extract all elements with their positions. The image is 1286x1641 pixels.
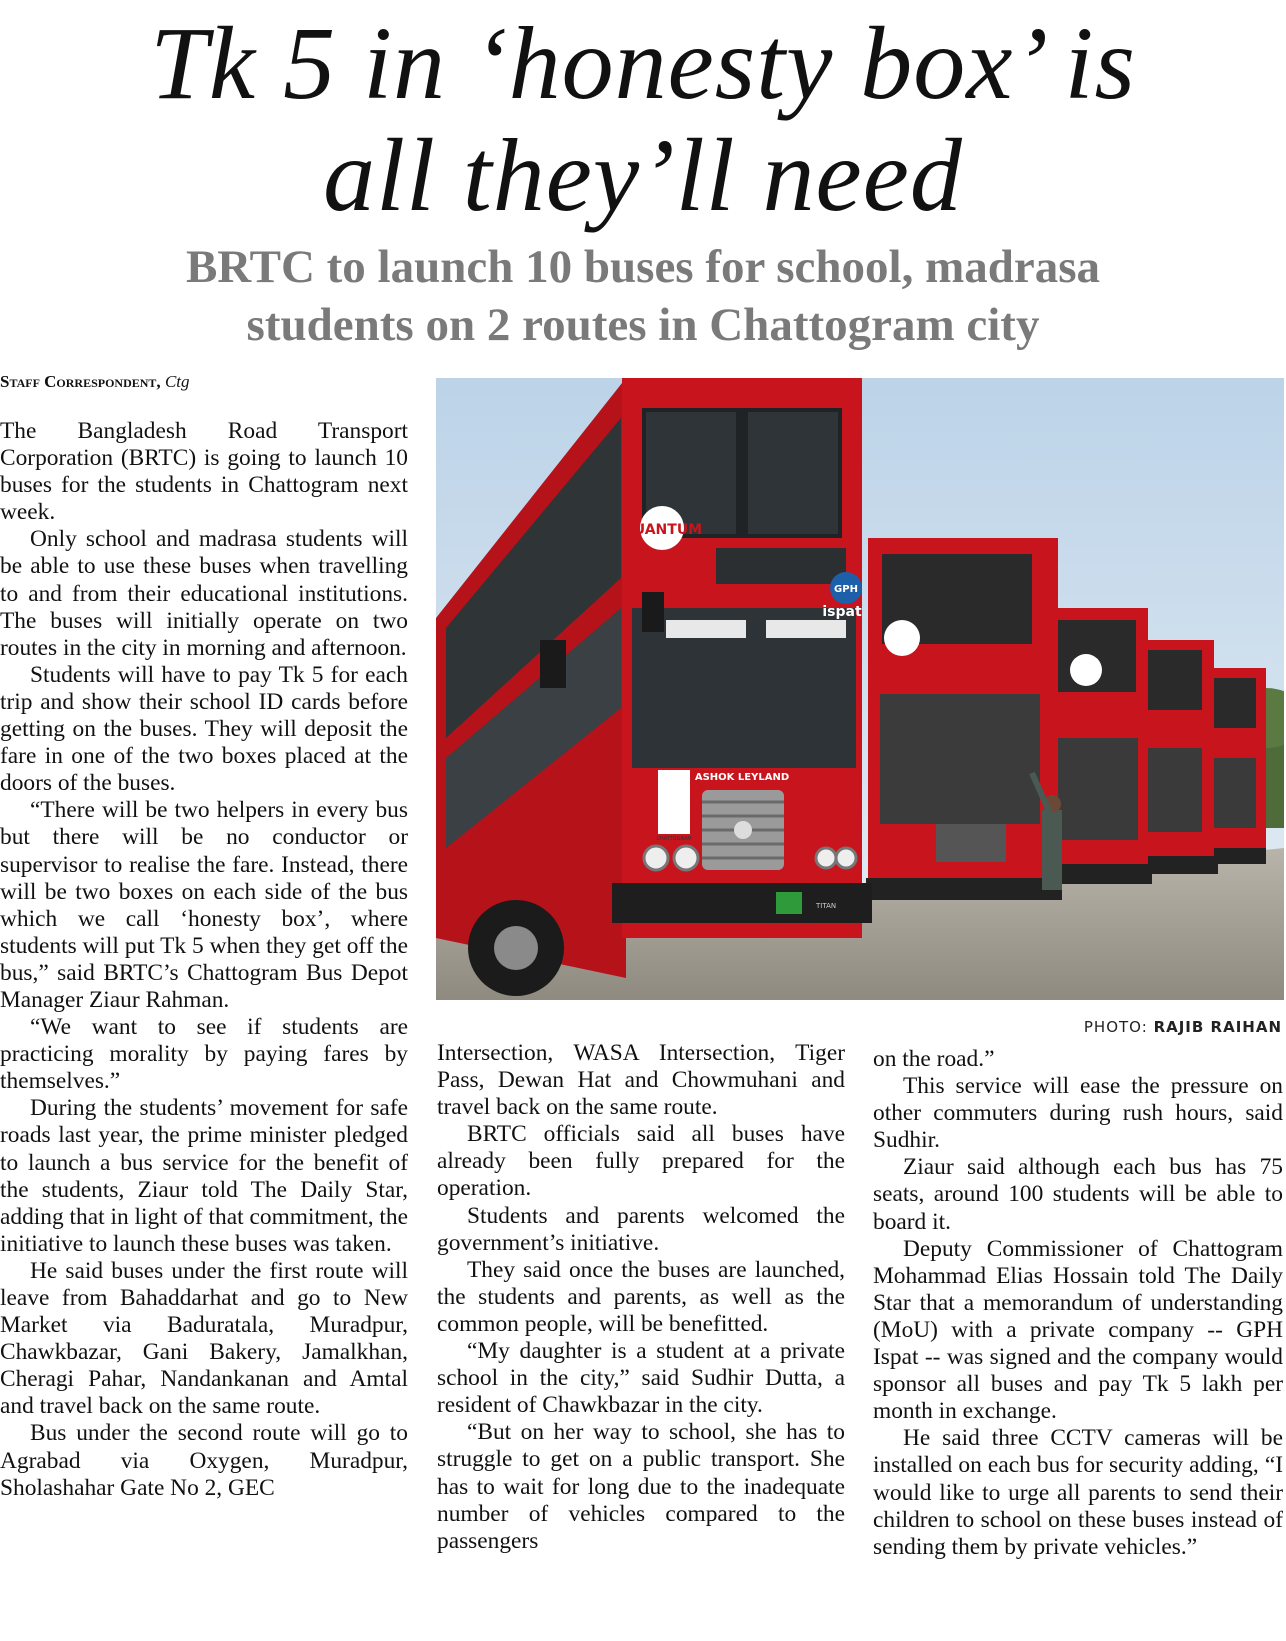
paragraph: During the students’ movement for safe roads last year, the prime minister pledged to launch a bus service for the benefit of the students, Ziaur told The Daily Star, adding that in light of that commitment, the initiative to launch these buses was taken. bbox=[0, 1095, 408, 1257]
paragraph: He said three CCTV cameras will be installed on each bus for security adding, “I would like to urge all parents to send their children to school on these buses instead of sending them by private vehicles.” bbox=[873, 1425, 1283, 1560]
paragraph: This service will ease the pressure on other commuters during rush hours, said Sudhir. bbox=[873, 1073, 1283, 1154]
sign-chattogram: CHATTOGRAM bbox=[656, 836, 692, 842]
paragraph: The Bangladesh Road Transport Corporation (BRTC) is going to launch 10 buses for the students in Chattogram next week. bbox=[0, 418, 408, 526]
paragraph: Only school and madrasa students will be able to use these buses when travelling to and from their educational institutions. The buses will initially operate on two routes in the city in morning and afternoon. bbox=[0, 526, 408, 661]
paragraph: “But on her way to school, she has to struggle to get on a public transport. She has to wait for long due to the inadequate number of vehicles compared to the passengers bbox=[437, 1419, 845, 1554]
subheadline-line-2: students on 2 routes in Chattogram city bbox=[246, 299, 1040, 351]
subheadline-line-1: BRTC to launch 10 buses for school, madrasa bbox=[185, 241, 1101, 293]
subheadline bbox=[0, 238, 1286, 354]
paragraph: Deputy Commissioner of Chattogram Mohammad Elias Hossain told The Daily Star that a memorandum of understanding (MoU) with a private company -- GPH Ispat -- was signed and the company would sponsor all buses and pay Tk 5 lakh per month in exchange. bbox=[873, 1235, 1283, 1425]
paragraph-continuation: Intersection, WASA Intersection, Tiger Pass, Dewan Hat and Chowmuhani and travel back on the same route. bbox=[437, 1040, 845, 1121]
bus-photo bbox=[436, 378, 1284, 1000]
photo-credit bbox=[1084, 1018, 1282, 1036]
photo-credit-label: PHOTO: bbox=[1083, 1018, 1148, 1036]
paragraph: BRTC officials said all buses have already been fully prepared for the operation. bbox=[437, 1121, 845, 1202]
article-column-1 bbox=[0, 418, 408, 1641]
article-column-3 bbox=[873, 1046, 1283, 1641]
sign-ispat: ispat bbox=[822, 604, 862, 620]
sign-titan: TITAN bbox=[816, 902, 837, 910]
bus-photo-illustration bbox=[436, 378, 1284, 1000]
paragraph: They said once the buses are launched, the students and parents, as well as the common people, will be benefitted. bbox=[437, 1256, 845, 1337]
headline-line-1: Tk 5 in ‘honesty box’ is bbox=[150, 6, 1136, 121]
byline-location: Ctg bbox=[164, 372, 190, 391]
sign-gph: GPH bbox=[834, 584, 858, 595]
paragraph-continuation: on the road.” bbox=[873, 1046, 995, 1072]
bus-2 bbox=[866, 538, 1062, 900]
headline-line-2: all they’ll need bbox=[323, 118, 963, 233]
paragraph: Students and parents welcomed the government’s initiative. bbox=[437, 1202, 845, 1256]
paragraph: “We want to see if students are practicing morality by paying fares by themselves.” bbox=[0, 1014, 408, 1095]
sign-quantum: QUANTUM bbox=[621, 522, 703, 538]
byline bbox=[0, 372, 190, 392]
article-column-2 bbox=[437, 1040, 845, 1641]
paragraph: Ziaur said although each bus has 75 seats, around 100 students will be able to board it. bbox=[873, 1154, 1283, 1235]
photo-credit-name: RAJIB RAIHAN bbox=[1153, 1018, 1282, 1036]
paragraph: “There will be two helpers in every bus but there will be no conductor or supervisor to realise the fare. Instead, there will be two boxes on each side of the bus which we call ‘honesty box’, where students will put Tk 5 when they get off the bus,” said BRTC’s Chattogram Bus Depot Manager Ziaur Rahman. bbox=[0, 797, 408, 1013]
sign-ashok-leyland: ASHOK LEYLAND bbox=[694, 772, 790, 783]
paragraph: “My daughter is a student at a private school in the city,” said Sudhir Dutta, a resident of Chawkbazar in the city. bbox=[437, 1338, 845, 1419]
paragraph: He said buses under the first route will leave from Bahaddarhat and go to New Market via Baduratala, Muradpur, Chawkbazar, Gani Bakery, Jamalkhan, Cheragi Pahar, Nandankanan and Amtal and travel back on the same route. bbox=[0, 1257, 408, 1420]
paragraph: Students will have to pay Tk 5 for each trip and show their school ID cards before getting on the buses. They will deposit the fare in one of the two boxes placed at the doors of the buses. bbox=[0, 661, 408, 797]
paragraph: Bus under the second route will go to Agrabad via Oxygen, Muradpur, Sholashahar Gate No 2, GEC bbox=[0, 1420, 408, 1501]
byline-author: Staff Correspondent, bbox=[0, 372, 161, 391]
headline bbox=[0, 8, 1286, 232]
